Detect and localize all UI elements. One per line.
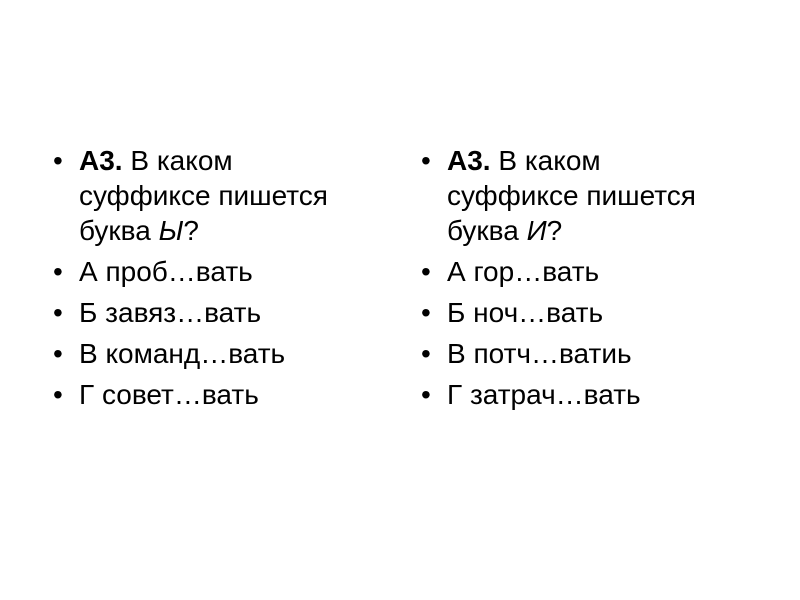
option-text: В потч…ватиь [447,338,632,369]
question-a3-right [421,143,741,248]
question-a3-left [53,143,373,248]
option-text: Б ноч…вать [447,297,604,328]
bullet: • [53,379,63,410]
option-text: Г совет…вать [79,379,259,410]
question-line-3 [79,213,373,248]
option-a-right [421,254,741,289]
option-b-left [53,295,373,330]
bullet: • [421,338,431,369]
bullet: • [53,256,63,287]
bullet: • [53,297,63,328]
bullet: • [421,256,431,287]
option-d-right [421,377,741,412]
question-text-3-suffix: ? [546,215,563,246]
option-text: В команд…вать [79,338,286,369]
question-line-1 [79,143,373,178]
option-c-right [421,336,741,371]
bullet: • [53,338,63,369]
bullet: • [421,379,431,410]
question-line-2: суффиксе пишется [447,180,696,211]
question-text-3-prefix: буква [79,215,159,246]
question-text-1: В каком [122,145,233,176]
option-a-left [53,254,373,289]
question-line-2: суффиксе пишется [79,180,328,211]
question-number: А3. [447,145,491,176]
option-c-left [53,336,373,371]
bullet: • [421,297,431,328]
option-text: Г затрач…вать [447,379,641,410]
question-text-3-suffix: ? [183,215,199,246]
question-number: А3. [79,145,123,176]
option-text: А гор…вать [447,256,600,287]
option-text: Б завяз…вать [79,297,262,328]
question-line-3 [447,213,741,248]
option-b-right [421,295,741,330]
right-question-list [421,143,741,418]
target-letter: Ы [158,215,184,246]
bullet: • [53,145,63,176]
left-question-list [53,143,373,418]
target-letter: И [526,215,547,246]
bullet: • [421,145,431,176]
question-text-1: В каком [490,145,601,176]
option-text: А проб…вать [79,256,253,287]
question-line-1 [447,143,741,178]
option-d-left [53,377,373,412]
question-text-3-prefix: буква [447,215,527,246]
